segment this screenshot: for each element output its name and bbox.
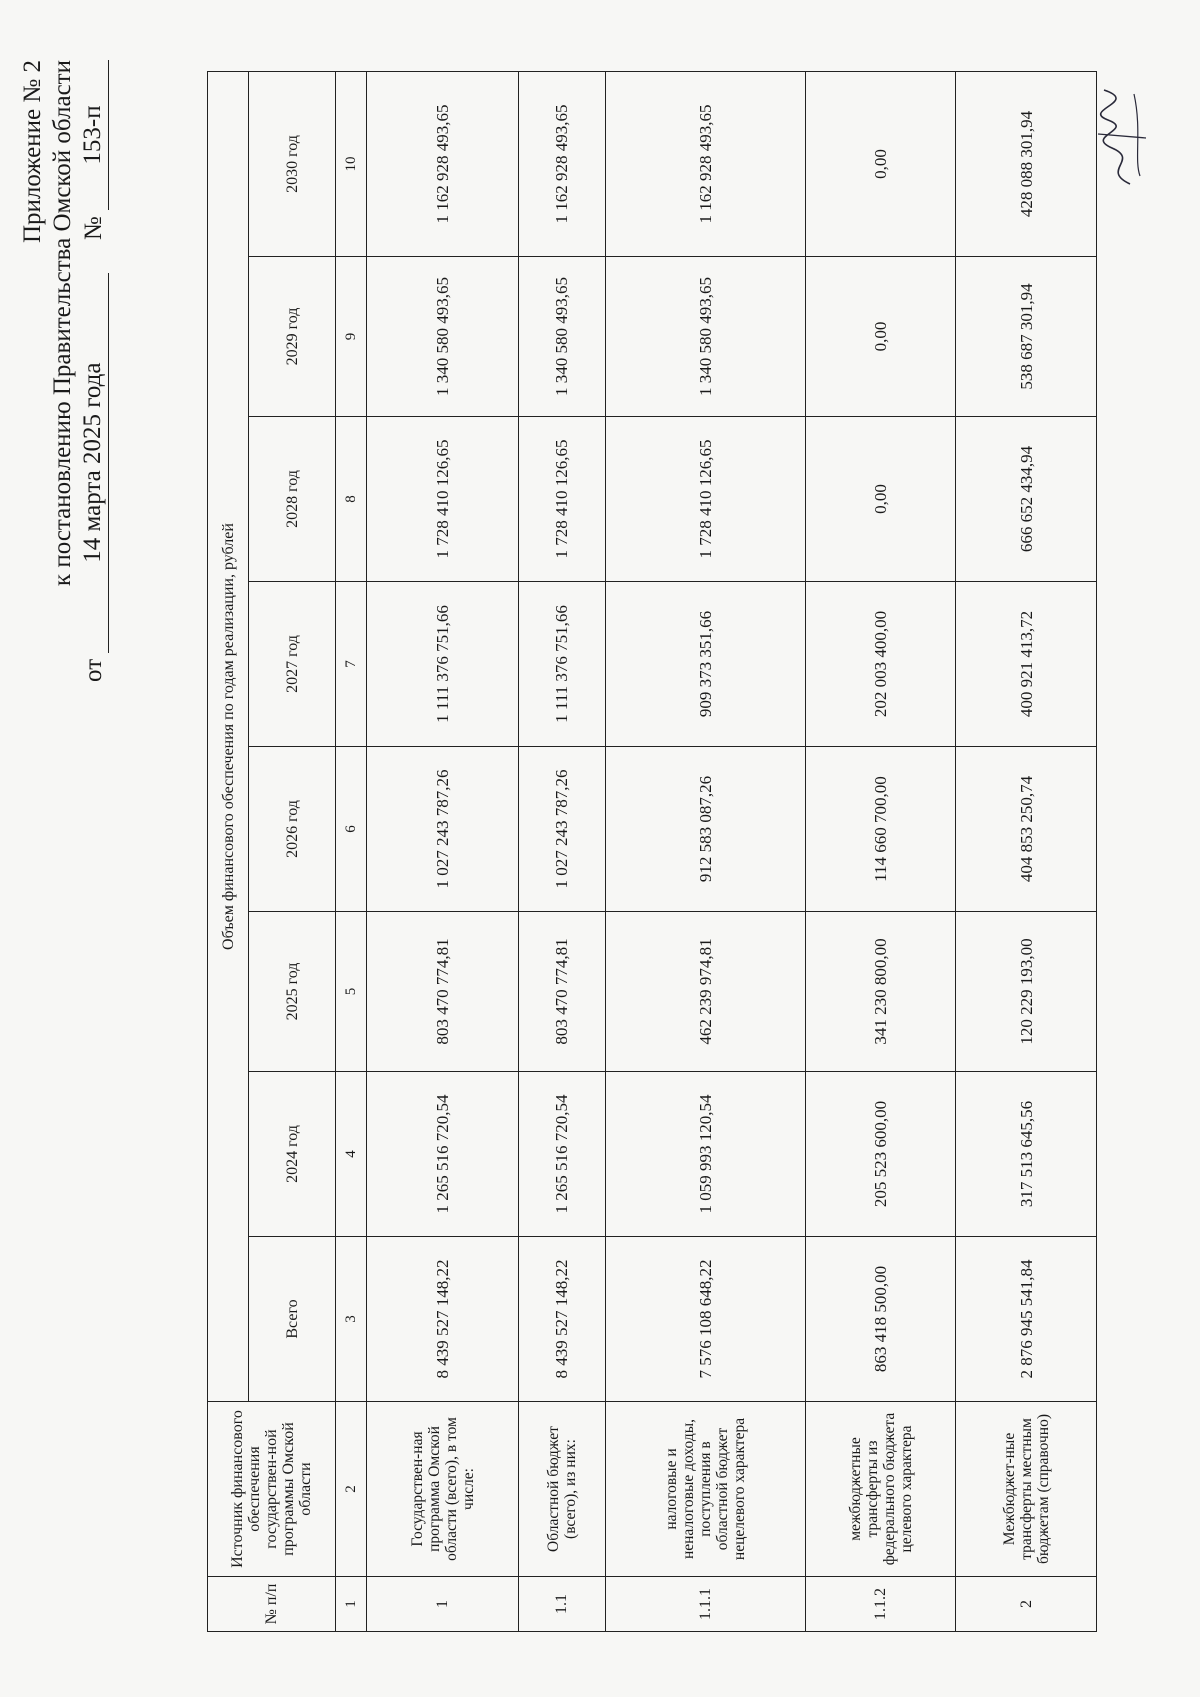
row-value: 1 111 376 751,66 <box>367 582 519 747</box>
appendix-title: Приложение № 2 <box>19 60 46 244</box>
row-value: 1 265 516 720,54 <box>367 1072 519 1237</box>
row-value: 1 162 928 493,65 <box>605 71 806 256</box>
year-header-row <box>249 71 336 1631</box>
row-value: 202 003 400,00 <box>806 582 956 747</box>
appendix-header <box>18 60 109 682</box>
column-number-3: 4 <box>335 1072 366 1237</box>
col-header-no: № п/п <box>208 1577 336 1632</box>
year-header-5: 2028 год <box>249 417 336 582</box>
row-value: 400 921 413,72 <box>956 582 1097 747</box>
row-value: 1 340 580 493,65 <box>519 257 606 417</box>
column-number-7: 8 <box>335 417 366 582</box>
year-header-1: 2024 год <box>249 1072 336 1237</box>
row-value: 341 230 800,00 <box>806 912 956 1072</box>
year-header-7: 2030 год <box>249 71 336 256</box>
row-value: 404 853 250,74 <box>956 747 1097 912</box>
row-source: Межбюджет-ные трансферты местным бюджетам (справочно) <box>956 1402 1097 1577</box>
row-value: 8 439 527 148,22 <box>367 1237 519 1402</box>
row-source: межбюджетные трансферты из федерального бюджета целевого характера <box>806 1402 956 1577</box>
appendix-date-line <box>78 60 109 682</box>
column-number-9: 10 <box>335 71 366 256</box>
table-row <box>605 71 806 1631</box>
row-number: 2 <box>956 1577 1097 1632</box>
row-value: 538 687 301,94 <box>956 257 1097 417</box>
row-number: 1 <box>367 1577 519 1632</box>
row-value: 1 162 928 493,65 <box>519 71 606 256</box>
handwritten-signature <box>1090 70 1150 190</box>
row-value: 0,00 <box>806 71 956 256</box>
row-value: 317 513 645,56 <box>956 1072 1097 1237</box>
year-header-4: 2027 год <box>249 582 336 747</box>
date-field: 14 марта 2025 года <box>78 273 109 653</box>
row-value: 1 728 410 126,65 <box>519 417 606 582</box>
row-value: 666 652 434,94 <box>956 417 1097 582</box>
row-value: 2 876 945 541,84 <box>956 1237 1097 1402</box>
appendix-subtitle: к постановлению Правительства Омской области <box>49 60 76 587</box>
year-header-2: 2025 год <box>249 912 336 1072</box>
row-value: 1 027 243 787,26 <box>367 747 519 912</box>
row-value: 1 111 376 751,66 <box>519 582 606 747</box>
row-value: 909 373 351,66 <box>605 582 806 747</box>
row-number: 1.1.2 <box>806 1577 956 1632</box>
row-value: 462 239 974,81 <box>605 912 806 1072</box>
row-value: 1 162 928 493,65 <box>367 71 519 256</box>
year-header-6: 2029 год <box>249 257 336 417</box>
table-row <box>367 71 519 1631</box>
row-value: 1 265 516 720,54 <box>519 1072 606 1237</box>
year-header-0: Всего <box>249 1237 336 1402</box>
financing-table <box>207 71 1097 1632</box>
row-value: 0,00 <box>806 257 956 417</box>
row-number: 1.1 <box>519 1577 606 1632</box>
row-value: 1 059 993 120,54 <box>605 1072 806 1237</box>
table-row <box>519 71 606 1631</box>
group-header: Объем финансового обеспечения по годам реализации, рублей <box>208 71 249 1401</box>
number-label: № <box>80 216 107 241</box>
row-source: налоговые и неналоговые доходы, поступления в областной бюджет нецелевого характера <box>605 1402 806 1577</box>
number-field: 153-п <box>78 60 109 210</box>
column-number-8: 9 <box>335 257 366 417</box>
row-value: 1 340 580 493,65 <box>367 257 519 417</box>
column-number-2: 3 <box>335 1237 366 1402</box>
column-number-0: 1 <box>335 1577 366 1632</box>
col-header-source: Источник финансового обеспечения государствен-ной программы Омской области <box>208 1402 336 1577</box>
row-number: 1.1.1 <box>605 1577 806 1632</box>
from-label: от <box>80 658 107 682</box>
row-value: 428 088 301,94 <box>956 71 1097 256</box>
row-value: 1 340 580 493,65 <box>605 257 806 417</box>
row-source: Государствен-ная программа Омской области (всего), в том числе: <box>367 1402 519 1577</box>
table-row <box>806 71 956 1631</box>
row-value: 8 439 527 148,22 <box>519 1237 606 1402</box>
group-header-row <box>208 71 249 1631</box>
row-value: 120 229 193,00 <box>956 912 1097 1072</box>
table-row <box>956 71 1097 1631</box>
row-value: 114 660 700,00 <box>806 747 956 912</box>
column-number-row <box>335 71 366 1631</box>
year-header-3: 2026 год <box>249 747 336 912</box>
column-number-4: 5 <box>335 912 366 1072</box>
column-number-1: 2 <box>335 1402 366 1577</box>
row-source: Областной бюджет (всего), из них: <box>519 1402 606 1577</box>
row-value: 803 470 774,81 <box>367 912 519 1072</box>
row-value: 803 470 774,81 <box>519 912 606 1072</box>
row-value: 0,00 <box>806 417 956 582</box>
column-number-5: 6 <box>335 747 366 912</box>
row-value: 7 576 108 648,22 <box>605 1237 806 1402</box>
row-value: 912 583 087,26 <box>605 747 806 912</box>
row-value: 1 027 243 787,26 <box>519 747 606 912</box>
row-value: 863 418 500,00 <box>806 1237 956 1402</box>
row-value: 1 728 410 126,65 <box>605 417 806 582</box>
row-value: 1 728 410 126,65 <box>367 417 519 582</box>
row-value: 205 523 600,00 <box>806 1072 956 1237</box>
column-number-6: 7 <box>335 582 366 747</box>
